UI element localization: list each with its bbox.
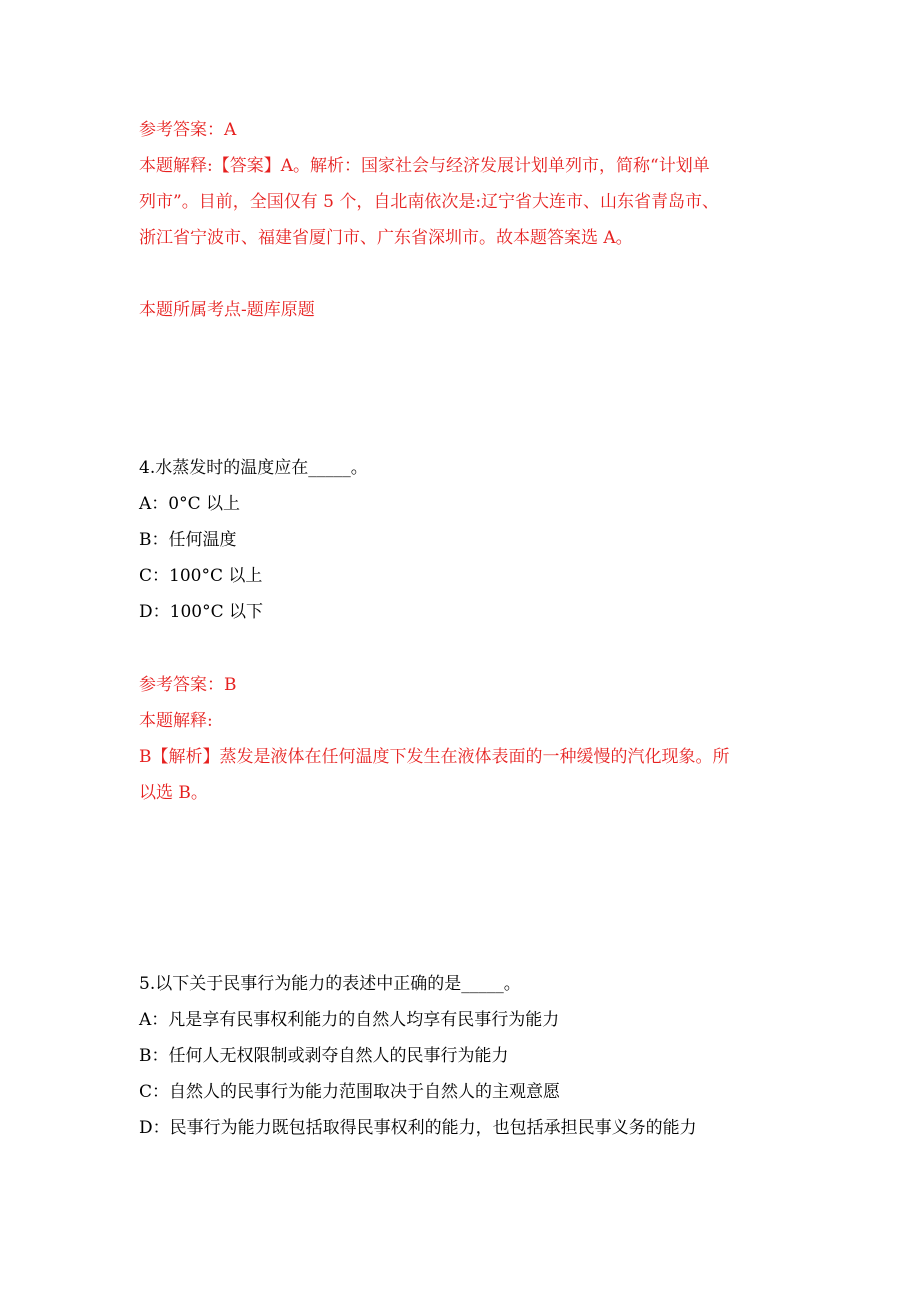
- q4-option-a: A：0°C 以上: [139, 494, 241, 514]
- q4-answer-block: [139, 667, 789, 811]
- q4-explain-label: 本题解释:: [139, 711, 213, 731]
- q4-answer: 参考答案：B: [139, 675, 237, 695]
- q4-explain-line: 以选 B。: [139, 783, 208, 803]
- q5-option-b: B：任何人无权限制或剥夺自然人的民事行为能力: [139, 1046, 509, 1066]
- q3-topic: 本题所属考点-题库原题: [139, 300, 315, 320]
- q3-explain-line: 列市”。目前，全国仅有 5 个，自北南依次是:辽宁省大连市、山东省青岛市、: [139, 192, 720, 212]
- q4-question-text: 4.水蒸发时的温度应在_____。: [139, 458, 368, 478]
- q5-question-block: [139, 966, 789, 1146]
- q4-question-block: [139, 450, 789, 630]
- q3-explain-line: 本题解释:【答案】A。解析：国家社会与经济发展计划单列市，简称“计划单: [139, 156, 710, 176]
- q5-option-a: A：凡是享有民事权利能力的自然人均享有民事行为能力: [139, 1010, 560, 1030]
- q5-question-text: 5.以下关于民事行为能力的表述中正确的是_____。: [139, 974, 521, 994]
- q5-option-d: D：民事行为能力既包括取得民事权利的能力，也包括承担民事义务的能力: [139, 1118, 697, 1138]
- q4-option-b: B：任何温度: [139, 530, 237, 550]
- q4-option-d: D：100°C 以下: [139, 602, 263, 622]
- q3-topic-block: [139, 292, 789, 328]
- q3-explain-line: 浙江省宁波市、福建省厦门市、广东省深圳市。故本题答案选 A。: [139, 228, 633, 248]
- q3-answer: 参考答案：A: [139, 120, 237, 140]
- q5-option-c: C：自然人的民事行为能力范围取决于自然人的主观意愿: [139, 1082, 561, 1102]
- q4-explain-line: B【解析】蒸发是液体在任何温度下发生在液体表面的一种缓慢的汽化现象。所: [139, 747, 730, 767]
- q3-answer-block: [139, 112, 789, 256]
- q4-option-c: C：100°C 以上: [139, 566, 263, 586]
